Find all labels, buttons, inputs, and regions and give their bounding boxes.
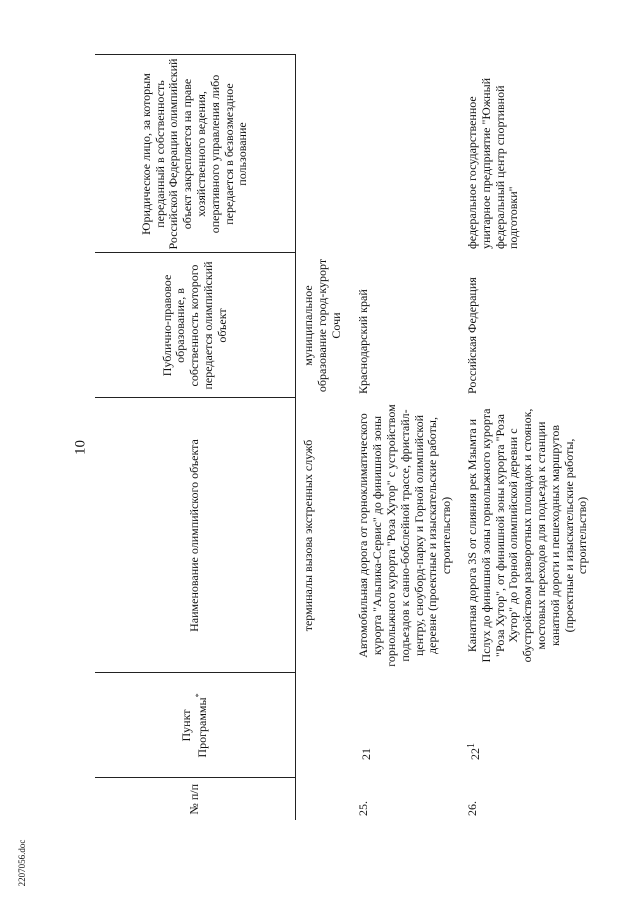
cell-program-item bbox=[296, 673, 354, 778]
footer-document-name: 2207056.doc bbox=[17, 839, 27, 887]
cell-program-item bbox=[353, 673, 462, 778]
header-program-item-mark: * bbox=[194, 693, 203, 698]
cell-legal-entity bbox=[353, 55, 462, 253]
header-public-entity: Публично-правовое образование, в собственность которого передается олимпийский объект bbox=[95, 253, 296, 398]
table-header-row bbox=[95, 55, 296, 820]
header-object-name: Наименование олимпийского объекта bbox=[95, 398, 296, 673]
cell-legal-entity bbox=[296, 55, 354, 253]
header-program-item bbox=[95, 673, 296, 778]
cell-public-entity: Российская Федерация bbox=[464, 277, 479, 394]
header-program-item-label: Пункт Программы bbox=[179, 697, 209, 758]
cell-num: 25. bbox=[356, 801, 371, 816]
cell-public-entity: муниципальное образование город-курорт Сочи bbox=[301, 258, 343, 393]
cell-object-name: Канатная дорога 3S от слияния рек Мзымта и Пслух до финишной зоны горнолыжного курорта "Роза Хутор", от финишной зоны курорта "Роза Хутор" до Горной олимпийской деревни с обустройством разворотных площадок и стоянок, мостовых переходов для подъезда к станции канатной дороги и пешеходных маршрутов (проектные и изыскательские работы, строительство) bbox=[464, 408, 590, 663]
cell-legal-entity: федеральное государственное унитарное предприятие "Южный федеральный центр спортивной подготовки" bbox=[464, 77, 521, 249]
cell-program-item bbox=[462, 673, 598, 778]
header-num: № п/п bbox=[95, 778, 296, 820]
program-item-value: 22 bbox=[467, 748, 482, 760]
olympic-objects-table-container bbox=[95, 55, 590, 820]
olympic-objects-table bbox=[95, 55, 598, 821]
page-number: 10 bbox=[72, 440, 89, 455]
program-item-superscript: 1 bbox=[465, 743, 477, 748]
cell-object-name: Автомобильная дорога от горноклиматического курорта "Альпика-Сервис" до финишной зоны горнолыжного курорта "Роза Хутор" с устройством подъездов к санно-бобслейной трассе, фристайл-центру, сноуборд-парку и Горной олимпийской деревне (проектные и изыскательские работы, строительство) bbox=[356, 404, 454, 667]
table-row-continuation bbox=[296, 55, 354, 820]
cell-object-name: терминалы вызова экстренных служб bbox=[301, 439, 315, 632]
program-item-value: 21 bbox=[359, 748, 374, 760]
cell-num bbox=[296, 778, 354, 820]
cell-num: 26. bbox=[464, 801, 479, 816]
header-legal-entity: Юридическое лицо, за которым переданный в собственность Российской Федерации олимпийский объект закрепляется на праве хозяйственного ведения, оперативного управления либо передается в безвозмездное пользование bbox=[95, 55, 296, 253]
table-row bbox=[353, 55, 462, 820]
cell-public-entity: Краснодарский край bbox=[356, 289, 371, 394]
table-row bbox=[462, 55, 598, 820]
